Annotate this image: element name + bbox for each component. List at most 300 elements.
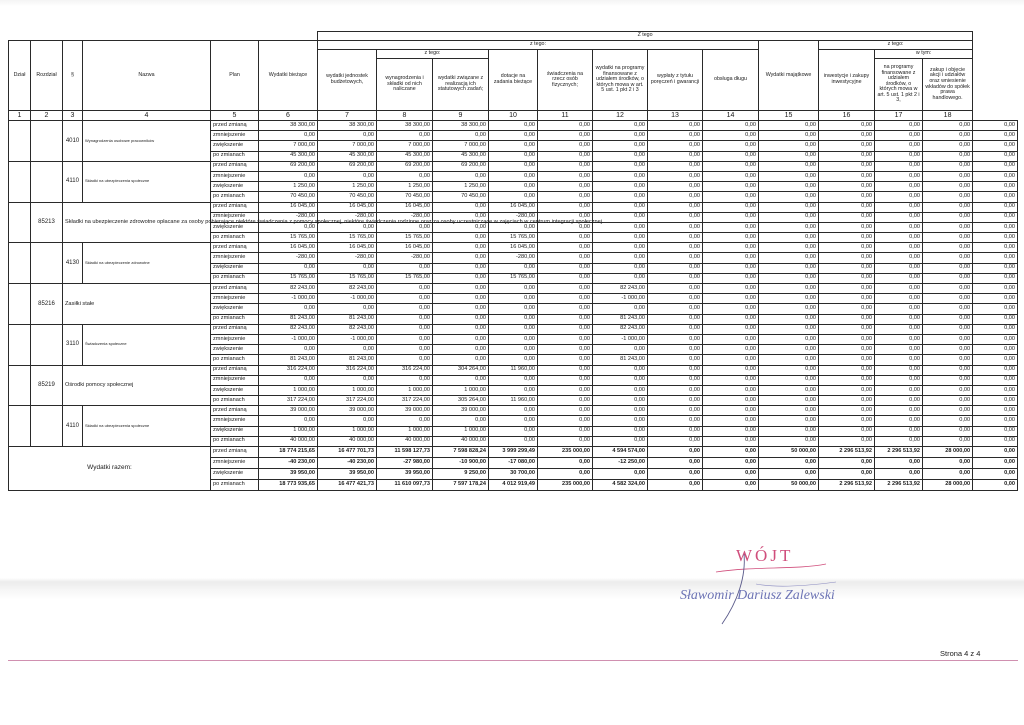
value-cell: 0,00: [875, 131, 923, 141]
column-number: 6: [259, 111, 318, 121]
total-value-cell: 0,00: [923, 469, 973, 480]
cell-nazwa: Składki na ubezpieczenia społeczne: [83, 161, 211, 202]
table-row: [9, 202, 1018, 212]
value-cell: 0,00: [489, 416, 538, 426]
row-label: po zmianach: [211, 192, 259, 202]
value-cell: 0,00: [648, 233, 703, 243]
table-row: [9, 121, 1018, 131]
value-cell: 0,00: [593, 202, 648, 212]
value-cell: 0,00: [875, 314, 923, 324]
value-cell: 0,00: [593, 406, 648, 416]
total-value-cell: 235 000,00: [538, 447, 593, 458]
value-cell: -280,00: [377, 253, 433, 263]
value-cell: 0,00: [593, 171, 648, 181]
header-inwestycje: inwestycje i zakupy inwestycyjne: [819, 50, 875, 111]
value-cell: 16 045,00: [318, 202, 377, 212]
signature-name: Sławomir Dariusz Zalewski: [680, 588, 835, 603]
value-cell: 45 300,00: [259, 151, 318, 161]
value-cell: 81 243,00: [259, 314, 318, 324]
value-cell: 0,00: [593, 182, 648, 192]
value-cell: 0,00: [875, 436, 923, 446]
column-number: 4: [83, 111, 211, 121]
value-cell: 38 300,00: [377, 121, 433, 131]
value-cell: 0,00: [377, 416, 433, 426]
value-cell: 0,00: [538, 121, 593, 131]
value-cell: 39 000,00: [377, 406, 433, 416]
total-value-cell: 0,00: [819, 469, 875, 480]
header-wydatki-programy: wydatki na programy finansowane z udziałem środków, o których mowa w art. 5 ust. 1 pkt 2 i 3: [593, 50, 648, 111]
row-label: zmniejszenie: [211, 334, 259, 344]
value-cell: 0,00: [819, 273, 875, 283]
value-cell: 0,00: [923, 365, 973, 375]
value-cell: 0,00: [923, 273, 973, 283]
value-cell: 0,00: [318, 131, 377, 141]
value-cell: 0,00: [648, 243, 703, 253]
value-cell: 0,00: [538, 202, 593, 212]
value-cell: 0,00: [538, 406, 593, 416]
value-cell: 0,00: [703, 273, 759, 283]
value-cell: 0,00: [648, 273, 703, 283]
row-label: zwiększenie: [211, 263, 259, 273]
value-cell: 0,00: [703, 406, 759, 416]
total-value-cell: 0,00: [703, 469, 759, 480]
value-cell: 0,00: [538, 192, 593, 202]
page-number: Strona 4 z 4: [940, 649, 981, 658]
value-cell: 0,00: [875, 171, 923, 181]
value-cell: 0,00: [875, 355, 923, 365]
value-cell: 0,00: [819, 131, 875, 141]
value-cell: 0,00: [538, 426, 593, 436]
total-value-cell: 7 597 178,24: [433, 480, 489, 491]
value-cell: 0,00: [759, 426, 819, 436]
total-value-cell: 0,00: [648, 480, 703, 491]
value-cell: 0,00: [489, 436, 538, 446]
value-cell: 0,00: [973, 365, 1018, 375]
header-plan: Plan: [211, 41, 259, 111]
value-cell: 0,00: [759, 314, 819, 324]
total-value-cell: 4 594 574,00: [593, 447, 648, 458]
total-value-cell: 0,00: [759, 469, 819, 480]
total-value-cell: 18 773 935,65: [259, 480, 318, 491]
value-cell: 0,00: [593, 192, 648, 202]
value-cell: 0,00: [875, 182, 923, 192]
value-cell: 0,00: [973, 355, 1018, 365]
value-cell: 0,00: [538, 355, 593, 365]
value-cell: 1 000,00: [259, 385, 318, 395]
value-cell: 1 250,00: [377, 182, 433, 192]
value-cell: 0,00: [489, 334, 538, 344]
total-value-cell: 39 950,00: [318, 469, 377, 480]
value-cell: 0,00: [703, 345, 759, 355]
row-label: po zmianach: [211, 314, 259, 324]
total-value-cell: 9 250,00: [433, 469, 489, 480]
value-cell: 38 300,00: [318, 121, 377, 131]
value-cell: 0,00: [648, 171, 703, 181]
header-wydatki-zwiazane: wydatki związane z realizacją ich statutowych zadań;: [433, 59, 489, 111]
total-value-cell: -12 250,00: [593, 458, 648, 469]
row-label: przed zmianą: [211, 406, 259, 416]
value-cell: 0,00: [819, 365, 875, 375]
value-cell: 0,00: [433, 284, 489, 294]
value-cell: 0,00: [819, 212, 875, 222]
value-cell: 0,00: [318, 263, 377, 273]
value-cell: -1 000,00: [259, 294, 318, 304]
column-number: 15: [759, 111, 819, 121]
total-value-cell: 0,00: [538, 469, 593, 480]
value-cell: 0,00: [923, 426, 973, 436]
value-cell: 0,00: [489, 182, 538, 192]
value-cell: 0,00: [973, 202, 1018, 212]
value-cell: 0,00: [923, 396, 973, 406]
header-wydatki-jednostek: wydatki jednostek budżetowych,: [318, 50, 377, 111]
value-cell: 0,00: [433, 253, 489, 263]
value-cell: 0,00: [648, 406, 703, 416]
value-cell: 0,00: [819, 151, 875, 161]
row-label: po zmianach: [211, 480, 259, 491]
value-cell: 0,00: [973, 121, 1018, 131]
value-cell: 0,00: [648, 436, 703, 446]
row-label: zwiększenie: [211, 182, 259, 192]
value-cell: 0,00: [593, 151, 648, 161]
value-cell: 0,00: [377, 334, 433, 344]
value-cell: 0,00: [648, 294, 703, 304]
value-cell: -1 000,00: [259, 334, 318, 344]
value-cell: 0,00: [819, 324, 875, 334]
value-cell: 0,00: [875, 212, 923, 222]
value-cell: 0,00: [703, 141, 759, 151]
value-cell: 0,00: [433, 131, 489, 141]
cell-rozdzial: [31, 406, 63, 447]
value-cell: 0,00: [538, 324, 593, 334]
value-cell: 0,00: [759, 141, 819, 151]
value-cell: 0,00: [538, 416, 593, 426]
total-value-cell: 0,00: [759, 458, 819, 469]
value-cell: 0,00: [318, 171, 377, 181]
row-label: zmniejszenie: [211, 458, 259, 469]
value-cell: 0,00: [973, 212, 1018, 222]
value-cell: 0,00: [923, 294, 973, 304]
total-value-cell: 2 296 513,92: [819, 480, 875, 491]
value-cell: 1 250,00: [433, 182, 489, 192]
total-value-cell: 0,00: [538, 458, 593, 469]
value-cell: 81 243,00: [259, 355, 318, 365]
value-cell: 0,00: [489, 406, 538, 416]
value-cell: 0,00: [819, 345, 875, 355]
cell-nazwa: Zasiłki stałe: [63, 284, 211, 325]
value-cell: 0,00: [538, 396, 593, 406]
value-cell: 1 250,00: [259, 182, 318, 192]
value-cell: 0,00: [703, 222, 759, 232]
value-cell: 0,00: [759, 304, 819, 314]
value-cell: 1 000,00: [433, 385, 489, 395]
value-cell: 0,00: [923, 222, 973, 232]
header-nazwa: Nazwa: [83, 41, 211, 111]
value-cell: 15 765,00: [489, 273, 538, 283]
value-cell: 0,00: [433, 273, 489, 283]
value-cell: 16 045,00: [489, 202, 538, 212]
value-cell: 0,00: [703, 436, 759, 446]
value-cell: 15 765,00: [318, 233, 377, 243]
value-cell: 0,00: [593, 385, 648, 395]
value-cell: -1 000,00: [318, 294, 377, 304]
row-label: przed zmianą: [211, 284, 259, 294]
cell-dzial: [9, 406, 31, 447]
value-cell: 0,00: [819, 416, 875, 426]
value-cell: 0,00: [648, 324, 703, 334]
value-cell: 0,00: [593, 396, 648, 406]
value-cell: 0,00: [259, 222, 318, 232]
value-cell: 0,00: [759, 365, 819, 375]
value-cell: 0,00: [648, 314, 703, 324]
value-cell: 39 000,00: [433, 406, 489, 416]
header-paragraf: §: [63, 41, 83, 111]
value-cell: 81 243,00: [593, 355, 648, 365]
total-value-cell: -40 230,00: [259, 458, 318, 469]
value-cell: 0,00: [923, 171, 973, 181]
row-label: zwiększenie: [211, 385, 259, 395]
value-cell: 0,00: [819, 385, 875, 395]
value-cell: 0,00: [377, 314, 433, 324]
value-cell: 0,00: [593, 121, 648, 131]
value-cell: 0,00: [923, 314, 973, 324]
value-cell: 0,00: [377, 375, 433, 385]
value-cell: 0,00: [318, 416, 377, 426]
cell-dzial: [9, 284, 31, 325]
value-cell: 0,00: [538, 284, 593, 294]
value-cell: 0,00: [819, 171, 875, 181]
value-cell: 0,00: [973, 345, 1018, 355]
value-cell: 0,00: [703, 182, 759, 192]
value-cell: 0,00: [648, 365, 703, 375]
total-value-cell: 0,00: [703, 480, 759, 491]
total-value-cell: 30 700,00: [489, 469, 538, 480]
value-cell: 0,00: [875, 121, 923, 131]
value-cell: 0,00: [875, 426, 923, 436]
header-wyplaty: wypłaty z tytułu poręczeń i gwarancji: [648, 50, 703, 111]
value-cell: 0,00: [973, 385, 1018, 395]
cell-paragraf: 4010: [63, 121, 83, 162]
value-cell: 0,00: [259, 171, 318, 181]
footer-divider: [8, 660, 1018, 661]
value-cell: 0,00: [703, 365, 759, 375]
value-cell: 0,00: [318, 222, 377, 232]
value-cell: 0,00: [377, 304, 433, 314]
row-label: po zmianach: [211, 396, 259, 406]
row-label: zwiększenie: [211, 469, 259, 480]
value-cell: 39 000,00: [318, 406, 377, 416]
value-cell: 0,00: [318, 375, 377, 385]
value-cell: 0,00: [819, 334, 875, 344]
row-label: zwiększenie: [211, 304, 259, 314]
column-number: 14: [703, 111, 759, 121]
row-label: zmniejszenie: [211, 171, 259, 181]
value-cell: 0,00: [703, 151, 759, 161]
value-cell: 15 765,00: [318, 273, 377, 283]
value-cell: 0,00: [875, 294, 923, 304]
cell-dzial: [9, 365, 31, 406]
header-dotacje: dotacje na zadania bieżące: [489, 50, 538, 111]
value-cell: 0,00: [923, 243, 973, 253]
header-wydatki-majatkowe: Wydatki majątkowe: [759, 41, 819, 111]
value-cell: 0,00: [703, 314, 759, 324]
value-cell: 0,00: [703, 131, 759, 141]
value-cell: 0,00: [538, 334, 593, 344]
value-cell: 40 000,00: [318, 436, 377, 446]
value-cell: 0,00: [538, 385, 593, 395]
value-cell: 0,00: [819, 406, 875, 416]
cell-dzial: [9, 202, 31, 243]
column-numbers-row: [9, 111, 1018, 121]
value-cell: 0,00: [538, 314, 593, 324]
value-cell: 0,00: [538, 233, 593, 243]
row-label: zmniejszenie: [211, 375, 259, 385]
value-cell: 0,00: [973, 436, 1018, 446]
value-cell: 0,00: [973, 426, 1018, 436]
value-cell: 40 000,00: [433, 436, 489, 446]
value-cell: -280,00: [489, 212, 538, 222]
value-cell: 15 765,00: [259, 233, 318, 243]
total-value-cell: 4 012 919,49: [489, 480, 538, 491]
value-cell: 0,00: [433, 355, 489, 365]
row-label: po zmianach: [211, 355, 259, 365]
value-cell: 69 200,00: [433, 161, 489, 171]
value-cell: 0,00: [489, 385, 538, 395]
value-cell: 0,00: [759, 121, 819, 131]
total-value-cell: 0,00: [593, 469, 648, 480]
column-number: 13: [648, 111, 703, 121]
value-cell: 16 045,00: [259, 202, 318, 212]
value-cell: -280,00: [259, 253, 318, 263]
row-label: przed zmianą: [211, 202, 259, 212]
value-cell: 0,00: [819, 222, 875, 232]
total-value-cell: 16 477 701,73: [318, 447, 377, 458]
value-cell: 0,00: [703, 253, 759, 263]
value-cell: 0,00: [703, 385, 759, 395]
total-value-cell: 0,00: [648, 469, 703, 480]
value-cell: 0,00: [259, 263, 318, 273]
value-cell: 11 960,00: [489, 396, 538, 406]
total-value-cell: 50 000,00: [759, 447, 819, 458]
total-value-cell: 3 999 299,49: [489, 447, 538, 458]
value-cell: 0,00: [973, 131, 1018, 141]
value-cell: 0,00: [973, 304, 1018, 314]
value-cell: 0,00: [973, 222, 1018, 232]
value-cell: 45 300,00: [433, 151, 489, 161]
value-cell: 0,00: [973, 406, 1018, 416]
header-zakup-akcji: zakup i objęcie akcji i udziałów oraz wniesienie wkładów do spółek prawa handlowego.: [923, 59, 973, 111]
total-value-cell: 28 000,00: [923, 447, 973, 458]
value-cell: 0,00: [875, 416, 923, 426]
value-cell: 0,00: [923, 253, 973, 263]
value-cell: 0,00: [593, 131, 648, 141]
total-value-cell: 0,00: [648, 447, 703, 458]
value-cell: 0,00: [648, 182, 703, 192]
value-cell: 0,00: [648, 192, 703, 202]
row-label: przed zmianą: [211, 324, 259, 334]
row-label: przed zmianą: [211, 365, 259, 375]
value-cell: 0,00: [433, 243, 489, 253]
value-cell: 0,00: [377, 171, 433, 181]
value-cell: 0,00: [973, 273, 1018, 283]
table-row: [9, 161, 1018, 171]
row-label: zmniejszenie: [211, 253, 259, 263]
value-cell: 82 243,00: [259, 324, 318, 334]
value-cell: 0,00: [759, 324, 819, 334]
value-cell: 1 000,00: [377, 426, 433, 436]
total-value-cell: 39 950,00: [259, 469, 318, 480]
value-cell: 0,00: [538, 436, 593, 446]
value-cell: 0,00: [819, 355, 875, 365]
value-cell: 40 000,00: [377, 436, 433, 446]
value-cell: 0,00: [538, 171, 593, 181]
value-cell: 0,00: [875, 406, 923, 416]
value-cell: 0,00: [593, 161, 648, 171]
value-cell: 0,00: [703, 284, 759, 294]
value-cell: 0,00: [593, 222, 648, 232]
value-cell: 0,00: [433, 375, 489, 385]
value-cell: 0,00: [703, 121, 759, 131]
column-number: 11: [538, 111, 593, 121]
total-value-cell: 39 950,00: [377, 469, 433, 480]
totals-label: Wydatki razem:: [9, 447, 211, 491]
value-cell: 0,00: [703, 171, 759, 181]
table-row: [9, 365, 1018, 375]
cell-dzial: [9, 121, 31, 162]
value-cell: 0,00: [593, 253, 648, 263]
value-cell: 0,00: [648, 151, 703, 161]
row-label: zwiększenie: [211, 426, 259, 436]
cell-rozdzial: [31, 243, 63, 284]
value-cell: 0,00: [433, 222, 489, 232]
value-cell: 69 200,00: [259, 161, 318, 171]
total-value-cell: -27 980,00: [377, 458, 433, 469]
value-cell: 0,00: [923, 345, 973, 355]
value-cell: 0,00: [593, 212, 648, 222]
value-cell: 7 000,00: [318, 141, 377, 151]
cell-rozdzial: [31, 161, 63, 202]
value-cell: 0,00: [819, 121, 875, 131]
row-label: przed zmianą: [211, 121, 259, 131]
value-cell: 0,00: [819, 263, 875, 273]
cell-paragraf: 4130: [63, 243, 83, 284]
column-number: 12: [593, 111, 648, 121]
signature-title: WÓJT: [736, 546, 794, 565]
value-cell: 0,00: [923, 131, 973, 141]
value-cell: 1 000,00: [259, 426, 318, 436]
value-cell: 0,00: [538, 151, 593, 161]
value-cell: 0,00: [923, 141, 973, 151]
column-number: 2: [31, 111, 63, 121]
value-cell: 0,00: [973, 182, 1018, 192]
value-cell: 0,00: [923, 324, 973, 334]
value-cell: 0,00: [648, 131, 703, 141]
value-cell: 0,00: [973, 263, 1018, 273]
row-label: przed zmianą: [211, 161, 259, 171]
value-cell: 0,00: [648, 121, 703, 131]
value-cell: 0,00: [923, 212, 973, 222]
value-cell: 0,00: [759, 212, 819, 222]
value-cell: 0,00: [489, 426, 538, 436]
value-cell: -280,00: [377, 212, 433, 222]
value-cell: -1 000,00: [593, 334, 648, 344]
value-cell: 0,00: [875, 375, 923, 385]
value-cell: 0,00: [489, 151, 538, 161]
cell-dzial: [9, 161, 31, 202]
total-value-cell: 7 598 828,24: [433, 447, 489, 458]
value-cell: 0,00: [489, 284, 538, 294]
total-value-cell: -40 230,00: [318, 458, 377, 469]
value-cell: 45 300,00: [377, 151, 433, 161]
